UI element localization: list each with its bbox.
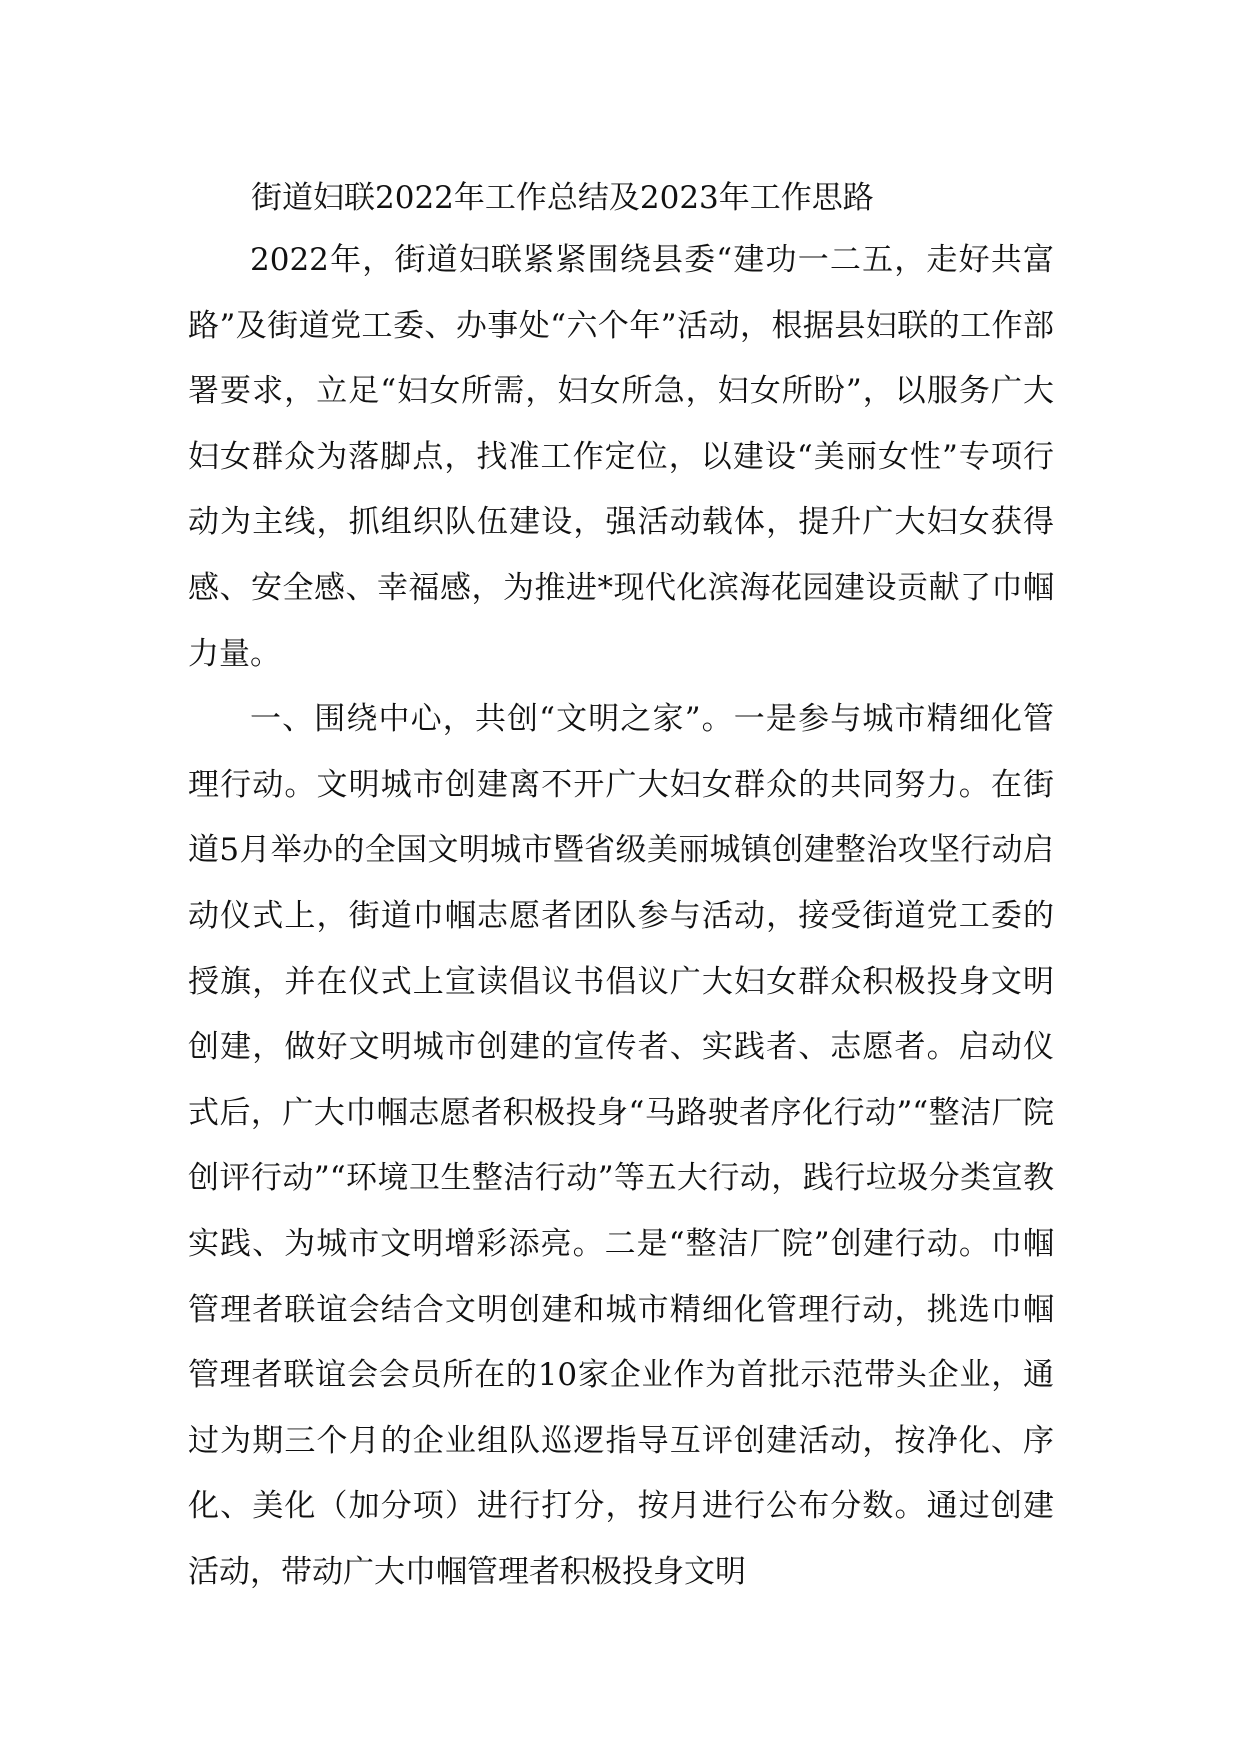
paragraph-section-one: 一、围绕中心，共创“文明之家”。一是参与城市精细化管理行动。文明城市创建离不开广大妇女群众的共同努力。在街道5月举办的全国文明城市暨省级美丽城镇创建整治攻坚行动启动仪式上，街道巾帼志愿者团队参与活动，接受街道党工委的授旗，并在仪式上宣读倡议书倡议广大妇女群众积极投身文明创建，做好文明城市创建的宣传者、实践者、志愿者。启动仪式后，广大巾帼志愿者积极投身“马路驶者序化行动”“整洁厂院创评行动”“环境卫生整洁行动”等五大行动，践行垃圾分类宣教实践、为城市文明增彩添亮。二是“整洁厂院”创建行动。巾帼管理者联谊会结合文明创建和城市精细化管理行动，挑选巾帼管理者联谊会会员所在的10家企业作为首批示范带头企业，通过为期三个月的企业组队巡逻指导互评创建活动，按净化、序化、美化（加分项）进行打分，按月进行公布分数。通过创建活动，带动广大巾帼管理者积极投身文明 [188,701,1054,1590]
document-title: 街道妇联2022年工作总结及2023年工作思路 [251,180,874,216]
document-body [188,168,1054,1605]
paragraph-intro: 2022年，街道妇联紧紧围绕县委“建功一二五，走好共富路”及街道党工委、办事处“六个年”活动，根据县妇联的工作部署要求，立足“妇女所需，妇女所急，妇女所盼”，以服务广大妇女群众为落脚点，找准工作定位，以建设“美丽女性”专项行动为主线，抓组织队伍建设，强活动载体，提升广大妇女获得感、安全感、幸福感，为推进*现代化滨海花园建设贡献了巾帼力量。 [188,242,1054,672]
